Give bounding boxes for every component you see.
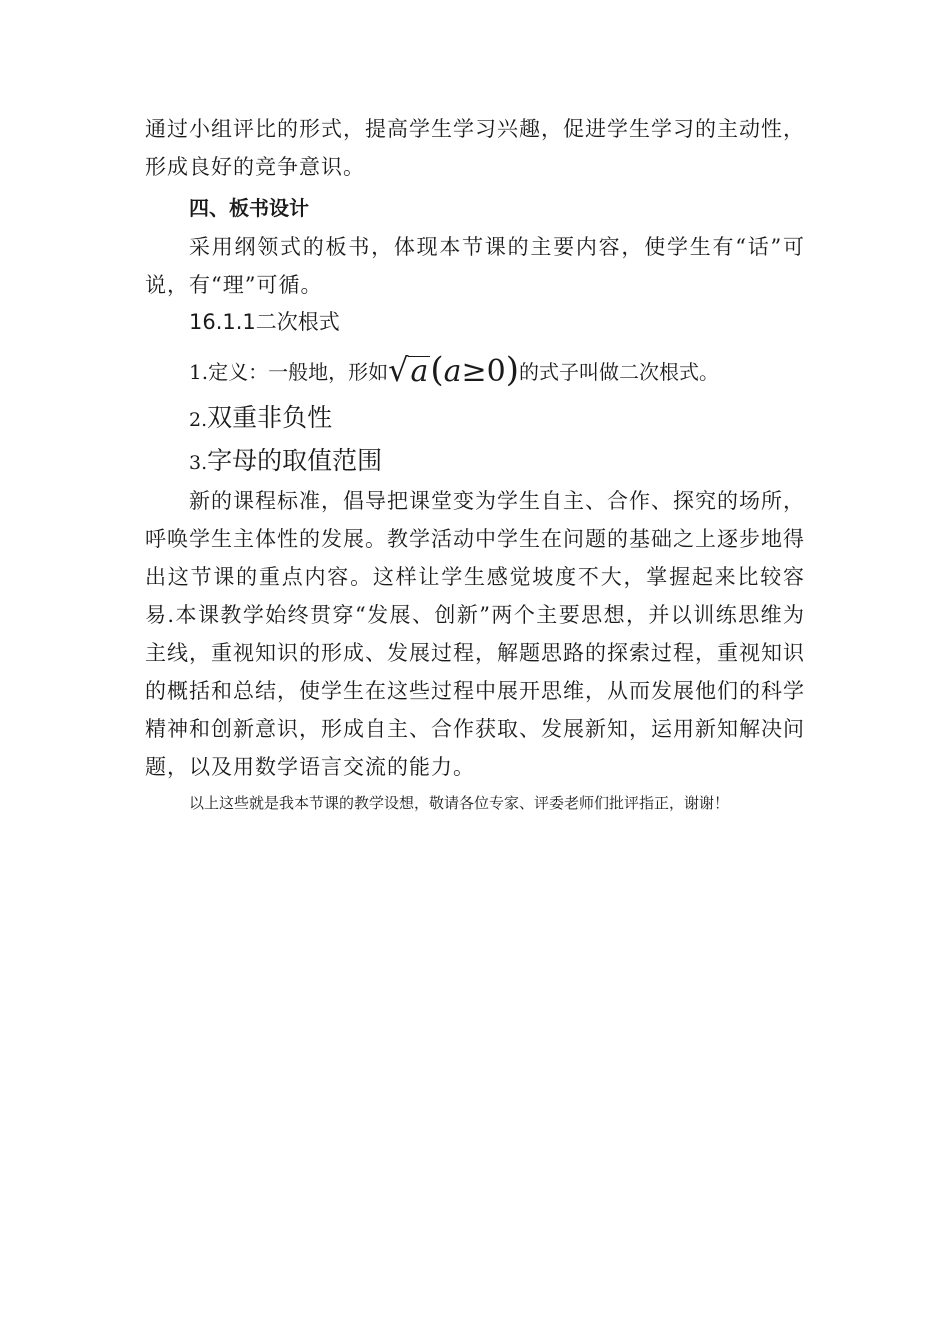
sqrt-formula — [388, 350, 519, 392]
paragraph-board-style: 采用纲领式的板书，体现本节课的主要内容，使学生有“话”可说，有“理”可循。 — [145, 235, 805, 297]
board-item-3 — [189, 443, 382, 481]
paragraph-group-competition: 通过小组评比的形式，提高学生学习兴趣，促进学生学习的主动性，形成良好的竞争意识。 — [145, 117, 805, 179]
definition-suffix: 的式子叫做二次根式。 — [519, 360, 720, 384]
formula-open-paren: ( — [430, 350, 444, 390]
board-item-3-number: 3. — [189, 452, 208, 474]
closing-remark: 以上这些就是我本节课的教学设想，敬请各位专家、评委老师们批评指正，谢谢！ — [189, 794, 730, 812]
definition-line — [189, 350, 719, 392]
formula-condition-operator: ≥ — [461, 354, 487, 389]
section-heading-board-design: 四、板书设计 — [189, 196, 309, 220]
formula-close-paren: ) — [505, 350, 520, 390]
formula-condition-value: 0 — [486, 354, 506, 389]
paragraph-teaching-reflection: 新的课程标准，倡导把课堂变为学生自主、合作、探究的场所，呼唤学生主体性的发展。教学活动中学生在问题的基础之上逐步地得出这节课的重点内容。这样让学生感觉坡度不大，掌握起来比较容易.本课教学始终贯穿“发展、创新”两个主要思想，并以训练思维为主线，重视知识的形成、发展过程，解题思路的探索过程，重视知识的概括和总结，使学生在这些过程中展开思维，从而发展他们的科学精神和创新意识，形成自主、合作获取、发展新知，运用新知解决问题，以及用数学语言交流的能力。 — [145, 489, 805, 779]
definition-prefix: 1.定义：一般地，形如 — [189, 360, 389, 384]
sqrt-sign: √ — [388, 351, 409, 389]
formula-radicand: a — [410, 354, 429, 389]
board-item-2-text: 双重非负性 — [207, 403, 333, 432]
board-title: 16.1.1二次根式 — [189, 310, 340, 334]
board-item-2-number: 2. — [189, 409, 208, 431]
formula-condition-variable: a — [443, 354, 462, 389]
board-item-3-text: 字母的取值范围 — [207, 446, 383, 475]
board-item-2 — [189, 400, 332, 438]
